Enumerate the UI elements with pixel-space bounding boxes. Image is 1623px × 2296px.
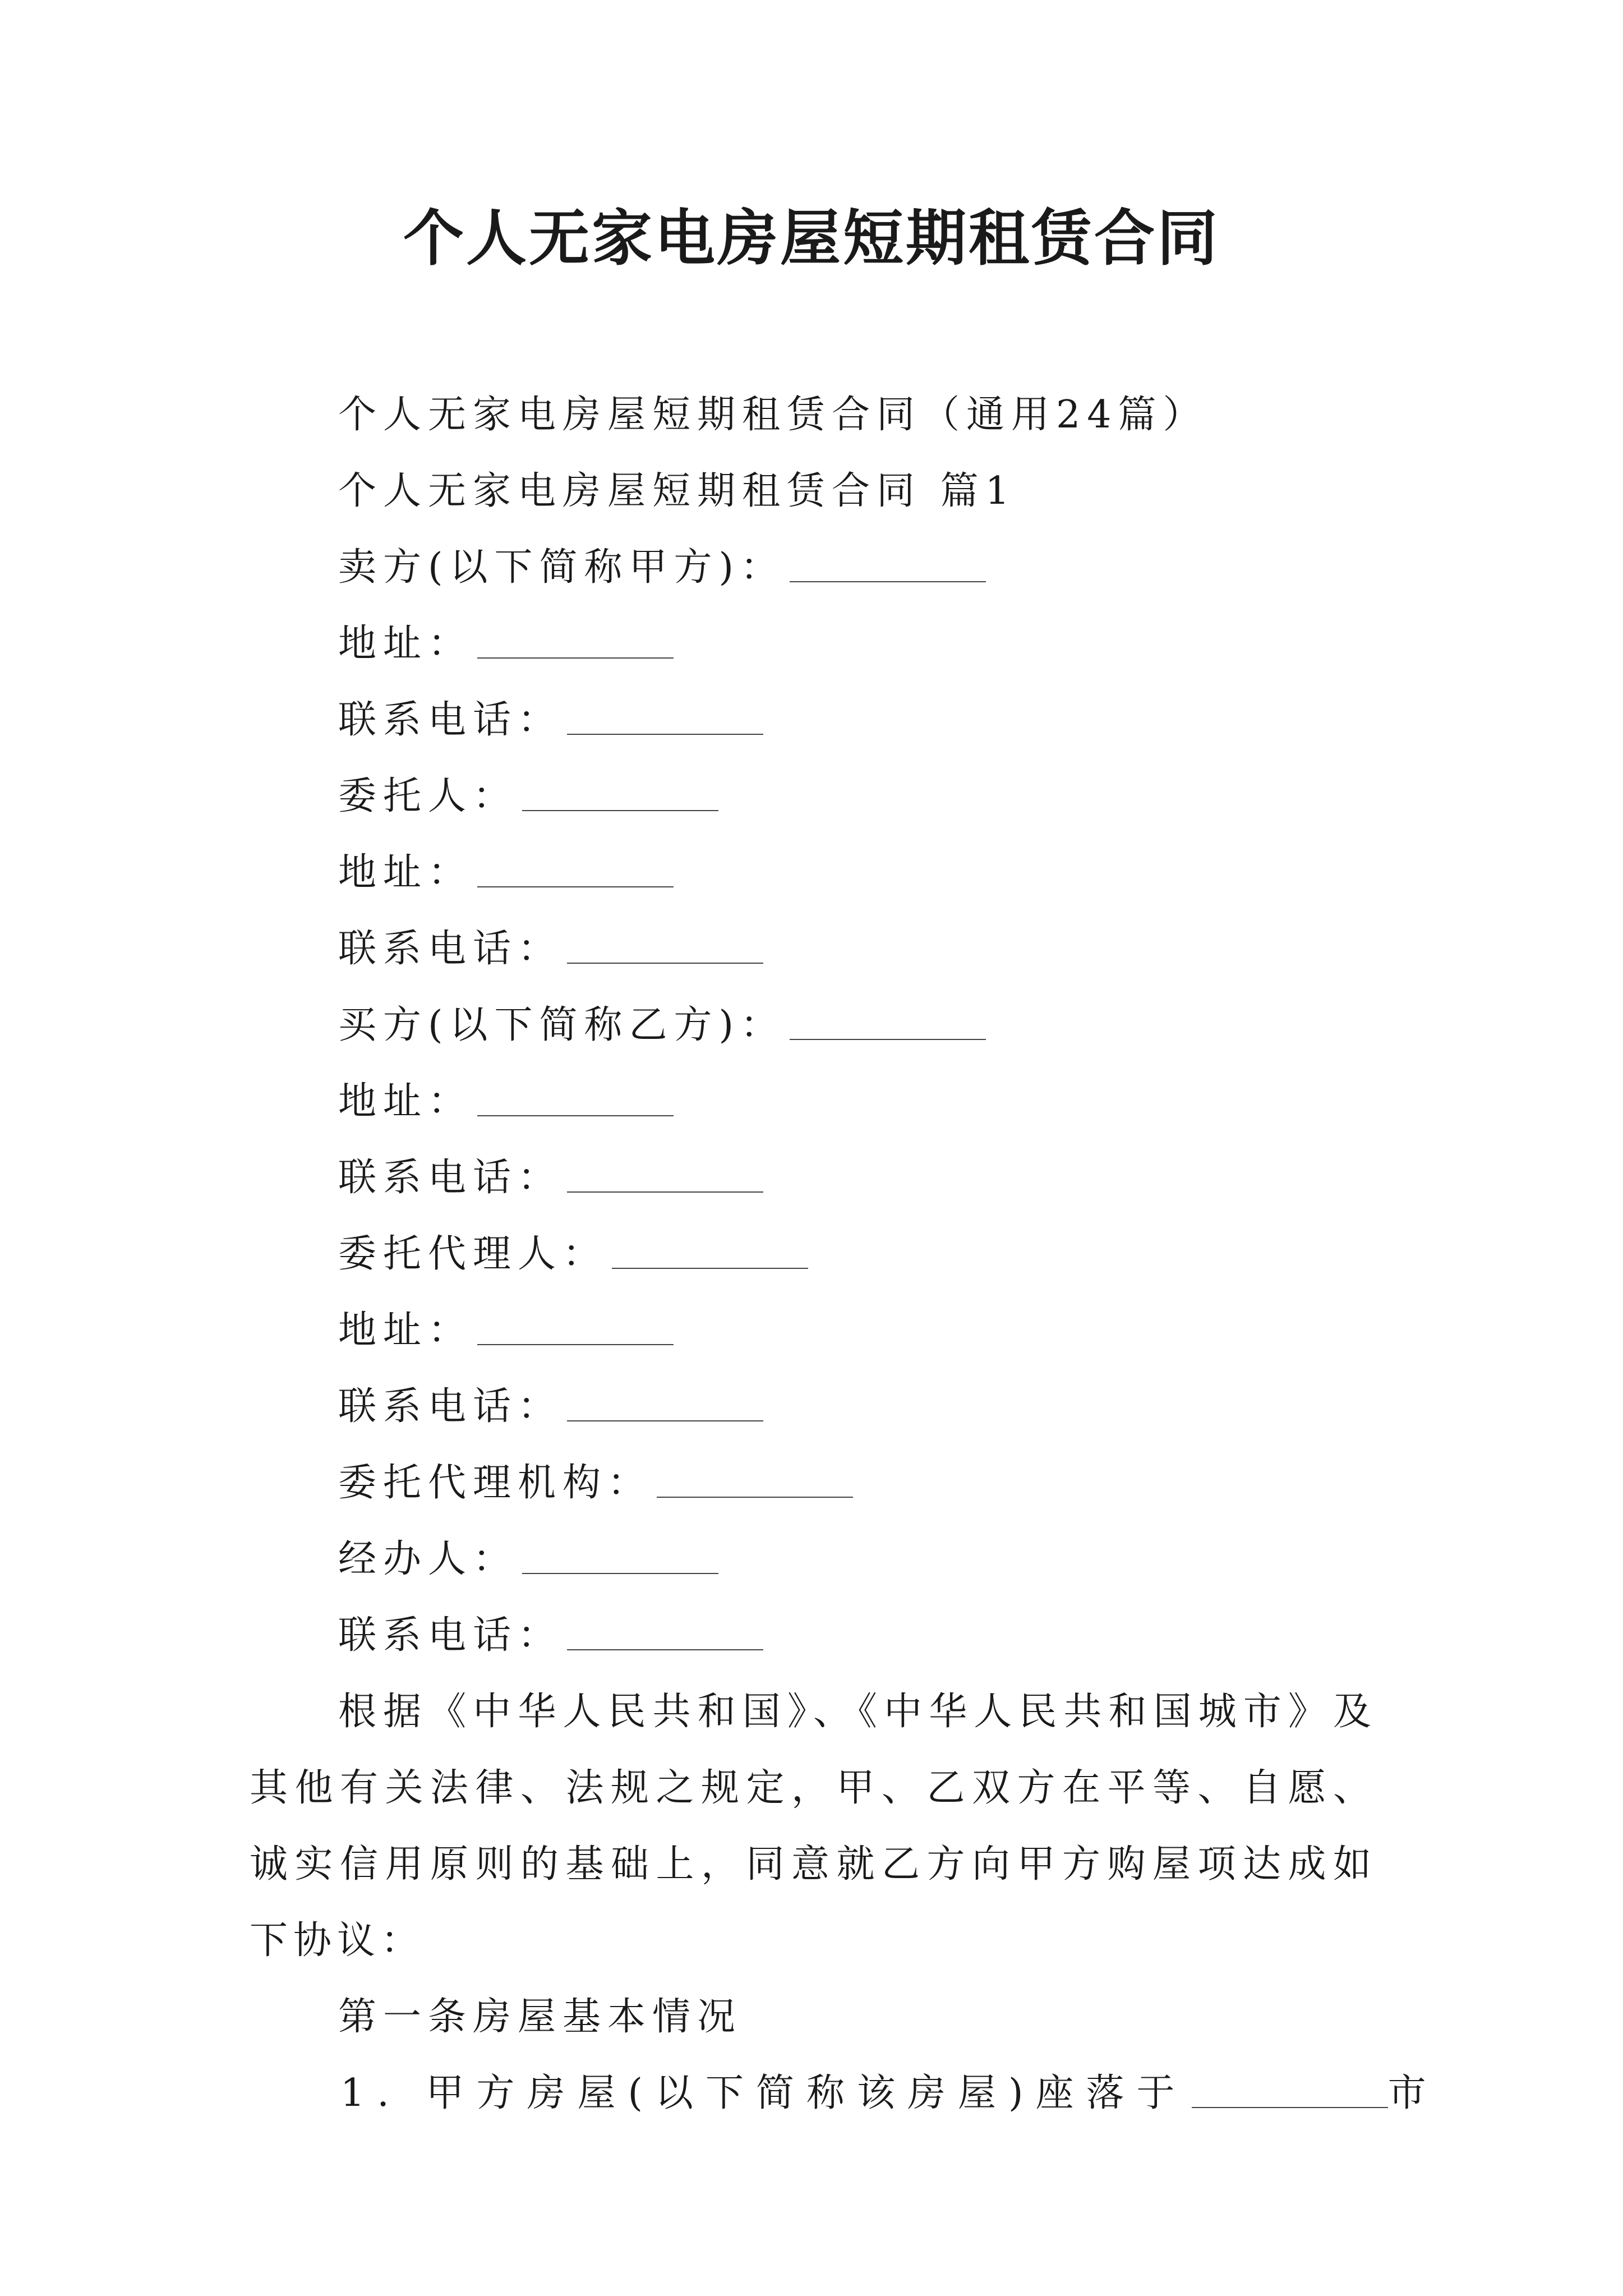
field-label: 联系电话：: [338, 1613, 563, 1658]
item-suffix: 市: [1387, 2071, 1438, 2115]
chapter-heading: 个人无家电房屋短期租赁合同 篇1: [338, 469, 1016, 513]
field-label: 委托代理人：: [338, 1232, 608, 1276]
field-seller-agent-phone: [250, 911, 1377, 987]
document-title: 个人无家电房屋短期租赁合同: [403, 203, 1220, 274]
field-buyer-address: [250, 1064, 1377, 1140]
field-handler-phone: [250, 1598, 1377, 1674]
blank-line: [477, 657, 674, 659]
field-label: 委托代理机构：: [338, 1461, 653, 1505]
field-label: 地址：: [338, 850, 473, 895]
field-buyer-agent-address: [250, 1292, 1377, 1369]
field-label: 联系电话：: [338, 1384, 563, 1429]
blank-line: [522, 1573, 718, 1574]
blank-line: [790, 1039, 986, 1040]
blank-line: [477, 886, 674, 887]
document-subtitle: 个人无家电房屋短期租赁合同（通用24篇）: [338, 393, 1208, 437]
document-body: [250, 377, 1438, 2132]
field-label: 委托人：: [338, 774, 518, 818]
article-heading: 第一条房屋基本情况: [338, 1995, 743, 2039]
item-text: 1. 甲方房屋(以下简称该房屋)座落于: [340, 2071, 1187, 2115]
field-label: 地址：: [338, 1079, 473, 1124]
field-seller-agent: [250, 758, 1377, 835]
blank-line: [567, 1649, 763, 1650]
blank-line: [477, 1344, 674, 1345]
field-label: 经办人：: [338, 1537, 518, 1581]
blank-line: [567, 1191, 763, 1193]
field-agency: [250, 1445, 1377, 1521]
article-item: [250, 2055, 1438, 2132]
blank-line: [567, 1420, 763, 1421]
field-handler: [250, 1521, 1377, 1598]
field-buyer-phone: [250, 1140, 1377, 1216]
field-label: 买方(以下简称乙方)：: [338, 1003, 786, 1047]
field-seller-agent-address: [250, 835, 1377, 911]
blank-line: [612, 1268, 808, 1269]
blank-line: [522, 810, 718, 811]
blank-line: [657, 1497, 853, 1498]
blank-line: [567, 734, 763, 735]
blank-line: [790, 581, 986, 582]
blank-line: [477, 1115, 674, 1116]
field-seller-phone: [250, 682, 1377, 758]
blank-line: [1192, 2107, 1388, 2108]
field-label: 联系电话：: [338, 698, 563, 742]
field-label: 地址：: [338, 1308, 473, 1352]
field-seller: [250, 530, 1377, 606]
blank-line: [567, 963, 763, 964]
field-label: 联系电话：: [338, 1156, 563, 1200]
field-buyer: [250, 987, 1377, 1064]
field-buyer-agent: [250, 1216, 1377, 1292]
field-label: 联系电话：: [338, 927, 563, 971]
field-buyer-agent-phone: [250, 1369, 1377, 1445]
field-label: 地址：: [338, 622, 473, 666]
preamble-paragraph: 根据《中华人民共和国》、《中华人民共和国城市》及其他有关法律、法规之规定，甲、乙双方在平等、自愿、诚实信用原则的基础上，同意就乙方向甲方购屋项达成如下协议：: [250, 1690, 1377, 1963]
field-label: 卖方(以下简称甲方)：: [338, 545, 786, 590]
field-seller-address: [250, 606, 1377, 682]
